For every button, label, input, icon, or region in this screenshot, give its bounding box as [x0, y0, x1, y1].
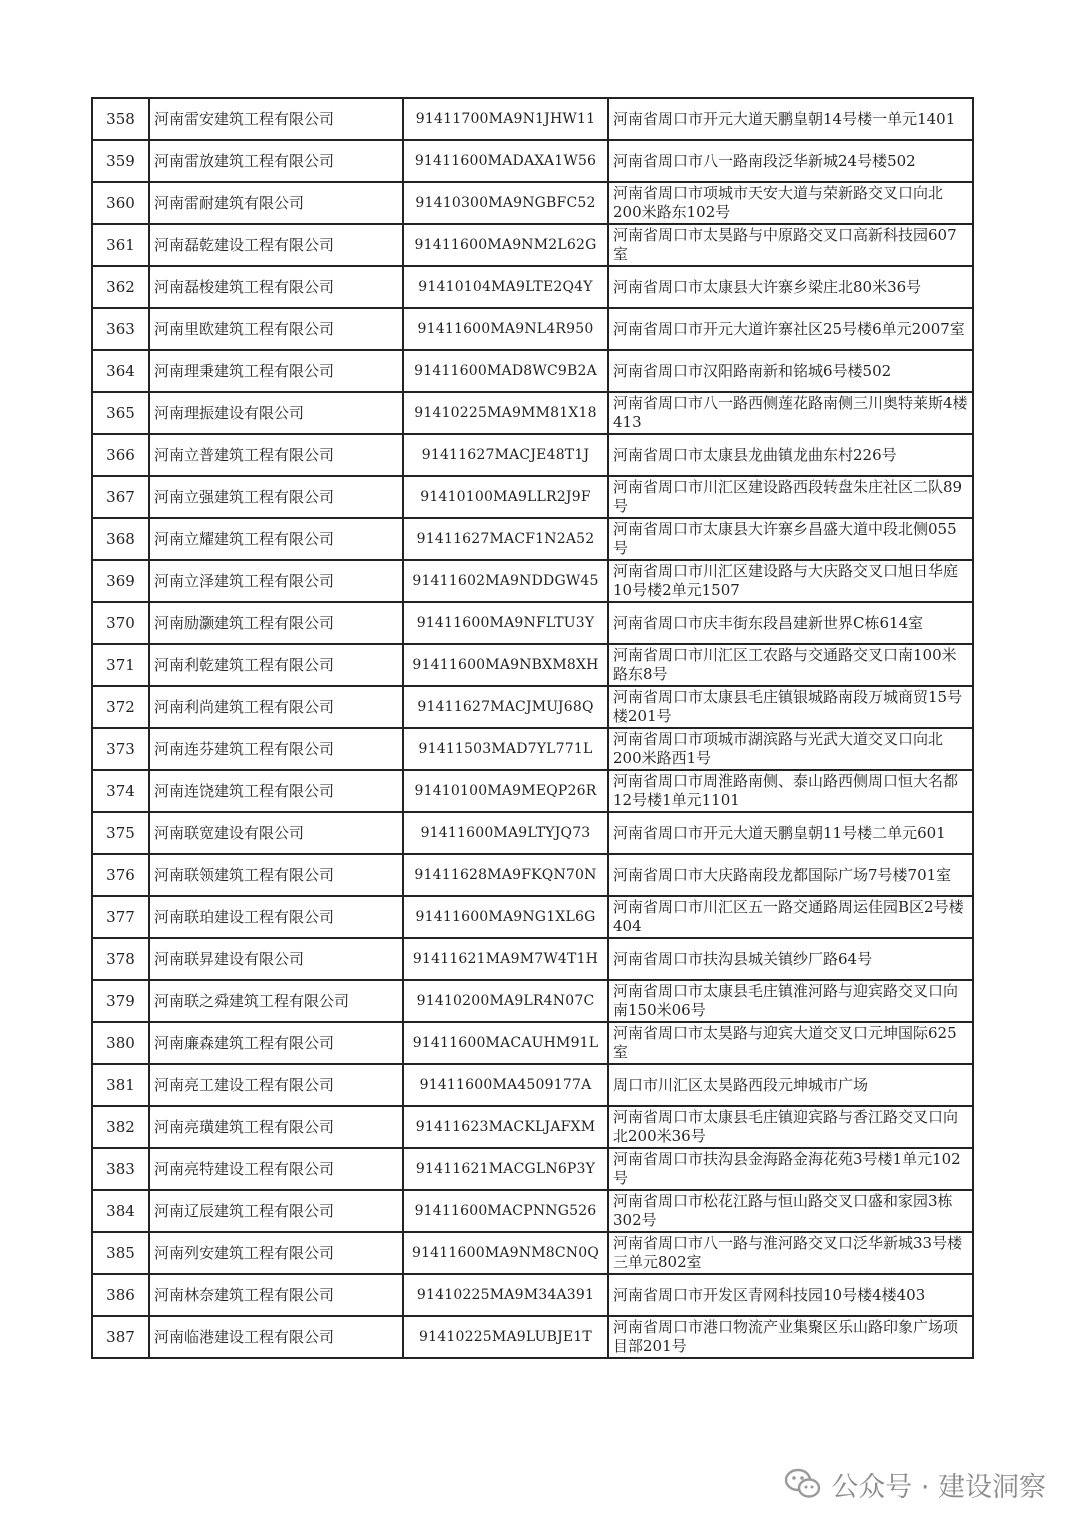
company-name: 河南理秉建筑工程有限公司: [149, 350, 403, 392]
company-address: 河南省周口市川汇区五一路交通路周运佳园B区2号楼404: [608, 896, 973, 938]
row-number: 376: [92, 854, 149, 896]
row-number: 374: [92, 770, 149, 812]
row-number: 382: [92, 1106, 149, 1148]
row-number: 375: [92, 812, 149, 854]
company-name: 河南联领建筑工程有限公司: [149, 854, 403, 896]
credit-code: 91411600MA9NL4R950: [403, 308, 608, 350]
row-number: 365: [92, 392, 149, 434]
row-number: 369: [92, 560, 149, 602]
company-name: 河南立普建筑工程有限公司: [149, 434, 403, 476]
company-address: 河南省周口市开发区青网科技园10号楼4楼403: [608, 1274, 973, 1316]
company-address: 河南省周口市太康县毛庄镇淮河路与迎宾路交叉口向南150米06号: [608, 980, 973, 1022]
credit-code: 91411627MACJE48T1J: [403, 434, 608, 476]
company-name: 河南廉森建筑工程有限公司: [149, 1022, 403, 1064]
table-row: [92, 896, 973, 938]
company-name: 河南立强建筑工程有限公司: [149, 476, 403, 518]
company-address: 河南省周口市太康县大许寨乡梁庄北80米36号: [608, 266, 973, 308]
row-number: 360: [92, 182, 149, 224]
table-row: [92, 350, 973, 392]
company-address: 河南省周口市川汇区工农路与交通路交叉口南100米路东8号: [608, 644, 973, 686]
credit-code: 91411600MAD8WC9B2A: [403, 350, 608, 392]
table-row: [92, 98, 973, 140]
credit-code: 91411628MA9FKQN70N: [403, 854, 608, 896]
table-row: [92, 518, 973, 560]
company-name: 河南亮工建设工程有限公司: [149, 1064, 403, 1106]
company-name: 河南亮特建设工程有限公司: [149, 1148, 403, 1190]
company-registry-table: [91, 97, 974, 1359]
credit-code: 91410225MA9M34A391: [403, 1274, 608, 1316]
company-address: 河南省周口市八一路与淮河路交叉口泛华新城33号楼三单元802室: [608, 1232, 973, 1274]
row-number: 380: [92, 1022, 149, 1064]
company-address: 河南省周口市项城市湖滨路与光武大道交叉口向北200米路西1号: [608, 728, 973, 770]
company-address: 河南省周口市川汇区建设路与大庆路交叉口旭日华庭10号楼2单元1507: [608, 560, 973, 602]
company-name: 河南连芬建筑工程有限公司: [149, 728, 403, 770]
company-name: 河南联昇建设有限公司: [149, 938, 403, 980]
credit-code: 91411621MACGLN6P3Y: [403, 1148, 608, 1190]
company-address: 河南省周口市开元大道天鹏皇朝11号楼二单元601: [608, 812, 973, 854]
row-number: 361: [92, 224, 149, 266]
table-row: [92, 1316, 973, 1358]
credit-code: 91410225MA9LUBJE1T: [403, 1316, 608, 1358]
row-number: 358: [92, 98, 149, 140]
company-name: 河南联珀建设工程有限公司: [149, 896, 403, 938]
company-address: 河南省周口市太昊路与迎宾大道交叉口元坤国际625室: [608, 1022, 973, 1064]
credit-code: 91411600MA9LTYJQ73: [403, 812, 608, 854]
row-number: 385: [92, 1232, 149, 1274]
company-name: 河南励灏建筑工程有限公司: [149, 602, 403, 644]
table-row: [92, 602, 973, 644]
credit-code: 91411600MACPNNG526: [403, 1190, 608, 1232]
company-address: 河南省周口市汉阳路南新和铭城6号楼502: [608, 350, 973, 392]
credit-code: 91411602MA9NDDGW45: [403, 560, 608, 602]
row-number: 372: [92, 686, 149, 728]
company-name: 河南列安建筑工程有限公司: [149, 1232, 403, 1274]
company-name: 河南亮璜建筑工程有限公司: [149, 1106, 403, 1148]
company-name: 河南辽辰建筑工程有限公司: [149, 1190, 403, 1232]
company-address: 河南省周口市开元大道天鹏皇朝14号楼一单元1401: [608, 98, 973, 140]
company-address: 河南省周口市庆丰街东段昌建新世界C栋614室: [608, 602, 973, 644]
company-name: 河南利尚建筑工程有限公司: [149, 686, 403, 728]
row-number: 370: [92, 602, 149, 644]
table-row: [92, 560, 973, 602]
company-name: 河南联之舜建筑工程有限公司: [149, 980, 403, 1022]
credit-code: 91411627MACF1N2A52: [403, 518, 608, 560]
company-address: 周口市川汇区太昊路西段元坤城市广场: [608, 1064, 973, 1106]
credit-code: 91410200MA9LR4N07C: [403, 980, 608, 1022]
row-number: 383: [92, 1148, 149, 1190]
company-name: 河南雷放建筑工程有限公司: [149, 140, 403, 182]
company-name: 河南立耀建筑工程有限公司: [149, 518, 403, 560]
row-number: 364: [92, 350, 149, 392]
table-row: [92, 980, 973, 1022]
credit-code: 91410225MA9MM81X18: [403, 392, 608, 434]
company-address: 河南省周口市太昊路与中原路交叉口高新科技园607室: [608, 224, 973, 266]
table-row: [92, 1274, 973, 1316]
row-number: 362: [92, 266, 149, 308]
company-name: 河南里欧建筑工程有限公司: [149, 308, 403, 350]
credit-code: 91411700MA9N1JHW11: [403, 98, 608, 140]
wechat-watermark: [781, 1462, 1046, 1506]
company-name: 河南利乾建筑工程有限公司: [149, 644, 403, 686]
table-row: [92, 140, 973, 182]
company-address: 河南省周口市八一路南段泛华新城24号楼502: [608, 140, 973, 182]
company-name: 河南磊乾建设工程有限公司: [149, 224, 403, 266]
company-name: 河南临港建设工程有限公司: [149, 1316, 403, 1358]
company-address: 河南省周口市周淮路南侧、泰山路西侧周口恒大名都12号楼1单元1101: [608, 770, 973, 812]
watermark-text: 公众号 · 建设洞察: [831, 1471, 1046, 1503]
company-address: 河南省周口市扶沟县金海路金海花苑3号楼1单元102号: [608, 1148, 973, 1190]
company-name: 河南雷耐建筑有限公司: [149, 182, 403, 224]
company-name: 河南立泽建筑工程有限公司: [149, 560, 403, 602]
table-row: [92, 770, 973, 812]
table-row: [92, 1022, 973, 1064]
row-number: 368: [92, 518, 149, 560]
company-address: 河南省周口市太康县大许寨乡昌盛大道中段北侧055号: [608, 518, 973, 560]
table-row: [92, 182, 973, 224]
credit-code: 91411600MADAXA1W56: [403, 140, 608, 182]
row-number: 381: [92, 1064, 149, 1106]
company-name: 河南连饶建筑工程有限公司: [149, 770, 403, 812]
company-address: 河南省周口市扶沟县城关镇纱厂路64号: [608, 938, 973, 980]
credit-code: 91411600MA4509177A: [403, 1064, 608, 1106]
table-row: [92, 938, 973, 980]
credit-code: 91411623MACKLJAFXM: [403, 1106, 608, 1148]
row-number: 367: [92, 476, 149, 518]
table-row: [92, 728, 973, 770]
row-number: 386: [92, 1274, 149, 1316]
credit-code: 91411600MA9NG1XL6G: [403, 896, 608, 938]
row-number: 387: [92, 1316, 149, 1358]
credit-code: 91411600MA9NBXM8XH: [403, 644, 608, 686]
table-row: [92, 434, 973, 476]
row-number: 363: [92, 308, 149, 350]
credit-code: 91411503MAD7YL771L: [403, 728, 608, 770]
row-number: 377: [92, 896, 149, 938]
credit-code: 91411627MACJMUJ68Q: [403, 686, 608, 728]
company-address: 河南省周口市大庆路南段龙都国际广场7号楼701室: [608, 854, 973, 896]
table-row: [92, 476, 973, 518]
table-row: [92, 1232, 973, 1274]
company-address: 河南省周口市开元大道许寨社区25号楼6单元2007室: [608, 308, 973, 350]
credit-code: 91411600MA9NFLTU3Y: [403, 602, 608, 644]
company-name: 河南理振建设有限公司: [149, 392, 403, 434]
company-name: 河南雷安建筑工程有限公司: [149, 98, 403, 140]
row-number: 378: [92, 938, 149, 980]
company-address: 河南省周口市太康县毛庄镇迎宾路与香江路交叉口向北200米36号: [608, 1106, 973, 1148]
table-row: [92, 392, 973, 434]
company-name: 河南磊梭建筑工程有限公司: [149, 266, 403, 308]
credit-code: 91410100MA9MEQP26R: [403, 770, 608, 812]
table-row: [92, 812, 973, 854]
credit-code: 91410300MA9NGBFC52: [403, 182, 608, 224]
row-number: 359: [92, 140, 149, 182]
table-row: [92, 266, 973, 308]
table-row: [92, 308, 973, 350]
table-row: [92, 224, 973, 266]
company-address: 河南省周口市太康县龙曲镇龙曲东村226号: [608, 434, 973, 476]
table-row: [92, 686, 973, 728]
row-number: 384: [92, 1190, 149, 1232]
company-name: 河南林奈建筑工程有限公司: [149, 1274, 403, 1316]
credit-code: 91411600MA9NM8CN0Q: [403, 1232, 608, 1274]
row-number: 366: [92, 434, 149, 476]
company-address: 河南省周口市松花江路与恒山路交叉口盛和家园3栋302号: [608, 1190, 973, 1232]
company-address: 河南省周口市港口物流产业集聚区乐山路印象广场项目部201号: [608, 1316, 973, 1358]
table-row: [92, 1106, 973, 1148]
company-address: 河南省周口市八一路西侧莲花路南侧三川奥特莱斯4楼413: [608, 392, 973, 434]
credit-code: 91411621MA9M7W4T1H: [403, 938, 608, 980]
table-row: [92, 854, 973, 896]
credit-code: 91411600MA9NM2L62G: [403, 224, 608, 266]
company-address: 河南省周口市太康县毛庄镇银城路南段万城商贸15号楼201号: [608, 686, 973, 728]
credit-code: 91411600MACAUHM91L: [403, 1022, 608, 1064]
row-number: 371: [92, 644, 149, 686]
credit-code: 91410104MA9LTE2Q4Y: [403, 266, 608, 308]
wechat-icon: [781, 1462, 825, 1506]
table-row: [92, 1190, 973, 1232]
company-name: 河南联宽建设有限公司: [149, 812, 403, 854]
credit-code: 91410100MA9LLR2J9F: [403, 476, 608, 518]
table-row: [92, 1148, 973, 1190]
table-row: [92, 1064, 973, 1106]
table-row: [92, 644, 973, 686]
row-number: 379: [92, 980, 149, 1022]
company-address: 河南省周口市项城市天安大道与荣新路交叉口向北200米路东102号: [608, 182, 973, 224]
row-number: 373: [92, 728, 149, 770]
company-address: 河南省周口市川汇区建设路西段转盘朱庄社区二队89号: [608, 476, 973, 518]
registry-body: [92, 98, 973, 1358]
